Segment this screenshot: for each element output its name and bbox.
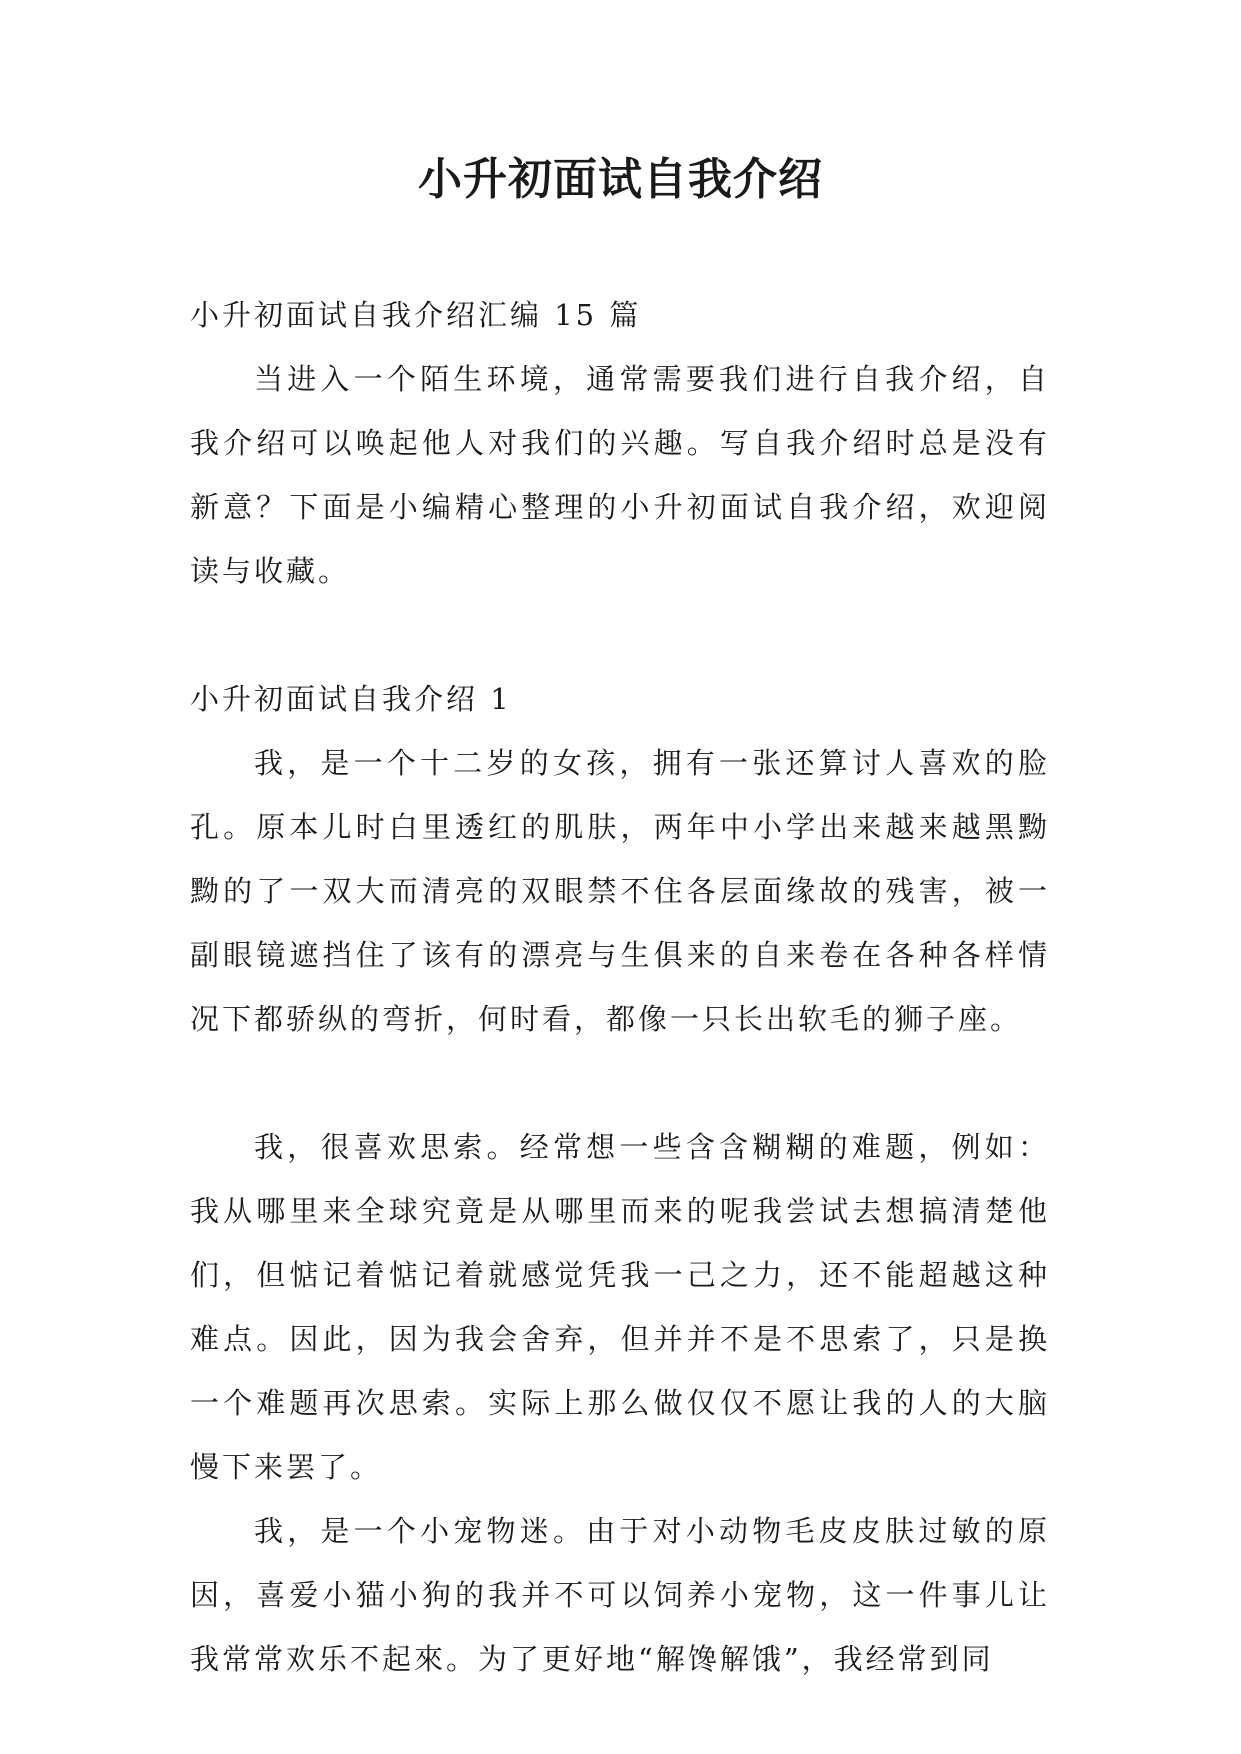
intro-paragraph: 当进入一个陌生环境，通常需要我们进行自我介绍，自我介绍可以唤起他人对我们的兴趣。写自我介绍时总是没有新意？下面是小编精心整理的小升初面试自我介绍，欢迎阅读与收藏。 [190,362,1050,588]
paragraph-spacer [190,603,1050,667]
collection-subtitle: 小升初面试自我介绍汇编 15 篇 [190,298,642,332]
document-body [190,283,1050,1691]
paragraph-spacer [190,1051,1050,1115]
body-paragraph: 我，很喜欢思索。经常想一些含含糊糊的难题，例如：我从哪里来全球究竟是从哪里而来的呢我尝试去想搞清楚他们，但惦记着惦记着就感觉凭我一己之力，还不能超越这种难点。因此，因为我会舍弃，但并并不是不思索了，只是换一个难题再次思索。实际上那么做仅仅不愿让我的人的大脑慢下来罢了。 [190,1130,1050,1484]
body-paragraph: 我，是一个十二岁的女孩，拥有一张还算讨人喜欢的脸孔。原本儿时白里透红的肌肤，两年中小学出来越来越黑黝黝的了一双大而清亮的双眼禁不住各层面缘故的残害，被一副眼镜遮挡住了该有的漂亮与生俱来的自来卷在各种各样情况下都骄纵的弯折，何时看，都像一只长出软毛的狮子座。 [190,746,1050,1036]
section-heading: 小升初面试自我介绍 1 [190,682,512,716]
body-paragraph: 我，是一个小宠物迷。由于对小动物毛皮皮肤过敏的原因，喜爱小猫小狗的我并不可以饲养小宠物，这一件事儿让我常常欢乐不起來。为了更好地“解馋解饿”，我经常到同 [190,1514,1050,1676]
document-title: 小升初面试自我介绍 [418,154,823,205]
